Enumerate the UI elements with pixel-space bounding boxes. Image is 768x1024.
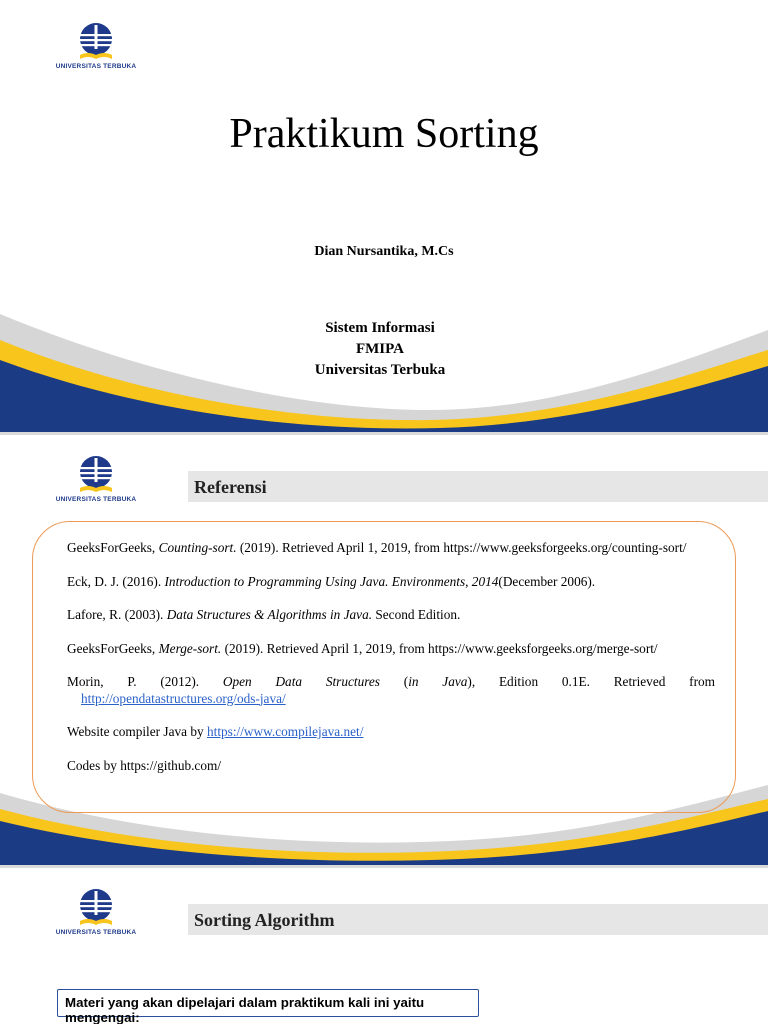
reference-item (67, 691, 715, 708)
reference-item: Eck, D. J. (2016). Introduction to Programming Using Java. Environments, 2014(December 2006). (67, 573, 596, 589)
affiliation-line: Universitas Terbuka (314, 362, 446, 378)
author-name: Dian Nursantika, M.Cs (314, 244, 454, 259)
university-emblem-icon (74, 888, 118, 928)
reference-item: GeeksForGeeks, Merge-sort. (2019). Retrieved April 1, 2019, from https://www.geeksforgeeks.org/merge-sort/ (67, 640, 658, 656)
university-emblem-icon (74, 455, 118, 495)
section-header (188, 904, 768, 935)
section-header (188, 471, 768, 502)
section-title: Sorting Algorithm (194, 910, 335, 930)
reference-item: Codes by https://github.com/ (67, 757, 222, 773)
university-logo (54, 888, 138, 936)
title-slide (0, 0, 768, 432)
university-logo (54, 455, 138, 503)
materi-box: Materi yang akan dipelajari dalam praktikum kali ini yaitu mengengai: (57, 989, 479, 1017)
reference-link[interactable]: https://www.compilejava.net/ (206, 724, 364, 739)
sorting-algorithm-slide (0, 868, 768, 1024)
affiliation-line: Sistem Informasi (325, 320, 435, 336)
reference-item: Morin, P. (2012). Open Data Structures (in Java), Edition 0.1E. Retrieved from (67, 674, 715, 689)
decorative-waves (0, 302, 768, 432)
affiliation-line: FMIPA (355, 341, 405, 357)
university-logo (54, 22, 138, 70)
logo-text: UNIVERSITAS TERBUKA (55, 496, 137, 503)
reference-list (67, 540, 715, 774)
university-emblem-icon (74, 22, 118, 62)
reference-link[interactable]: http://opendatastructures.org/ods-java/ (81, 690, 286, 706)
reference-item: Website compiler Java by https://www.compilejava.net/ (67, 724, 364, 739)
logo-text: UNIVERSITAS TERBUKA (55, 929, 137, 936)
reference-item: GeeksForGeeks, Counting-sort. (2019). Retrieved April 1, 2019, from https://www.geeksforgeeks.org/counting-sort/ (67, 540, 687, 555)
section-title: Referensi (194, 477, 267, 497)
logo-text: UNIVERSITAS TERBUKA (55, 63, 137, 70)
slide-title: Praktikum Sorting (229, 111, 539, 157)
references-slide (0, 435, 768, 865)
reference-item: Lafore, R. (2003). Data Structures & Algorithms in Java. Second Edition. (67, 607, 461, 622)
